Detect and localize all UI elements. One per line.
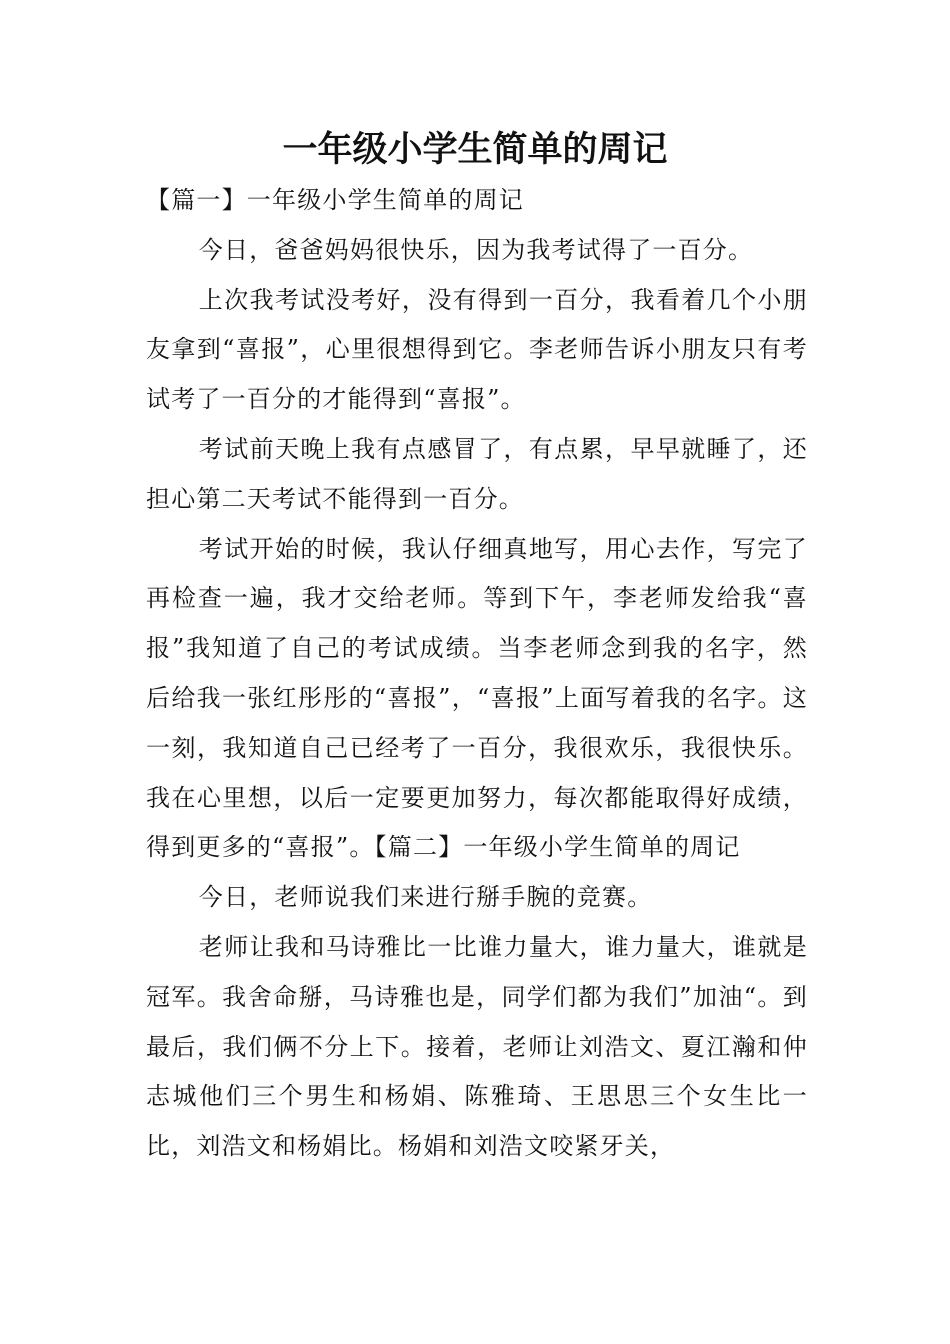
paragraph: 今日，老师说我们来进行掰手腕的竞赛。 bbox=[198, 883, 653, 912]
paragraph: 上次我考试没考好，没有得到一百分，我看着几个小朋友拿到“喜报”，心里很想得到它。李老师告诉小朋友只有考试考了一百分的才能得到“喜报”。 bbox=[146, 285, 808, 414]
document-body bbox=[146, 176, 808, 1172]
document-title: 一年级小学生简单的周记 bbox=[282, 130, 668, 170]
paragraph: 考试前天晚上我有点感冒了，有点累，早早就睡了，还担心第二天考试不能得到一百分。 bbox=[146, 434, 808, 513]
paragraph: 今日，爸爸妈妈很快乐，因为我考试得了一百分。 bbox=[198, 235, 754, 264]
paragraph: 考试开始的时候，我认仔细真地写，用心去作，写完了再检查一遍，我才交给老师。等到下午，李老师发给我“喜报”我知道了自己的考试成绩。当李老师念到我的名字，然后给我一张红彤彤的“喜报”，“喜报”上面写着我的名字。这一刻，我知道自己已经考了一百分，我很欢乐，我很快乐。我在心里想，以后一定要更加努力，每次都能取得好成绩，得到更多的“喜报”。【篇二】一年级小学生简单的周记 bbox=[146, 534, 808, 862]
paragraph: 老师让我和马诗雅比一比谁力量大，谁力量大，谁就是冠军。我舍命掰，马诗雅也是，同学们都为我们”加油“。到最后，我们俩不分上下。接着，老师让刘浩文、夏江瀚和仲志城他们三个男生和杨娟、陈雅琦、王思思三个女生比一比，刘浩文和杨娟比。杨娟和刘浩文咬紧牙关， bbox=[146, 932, 808, 1161]
paragraph-section-heading: 【篇一】一年级小学生简单的周记 bbox=[146, 186, 524, 214]
